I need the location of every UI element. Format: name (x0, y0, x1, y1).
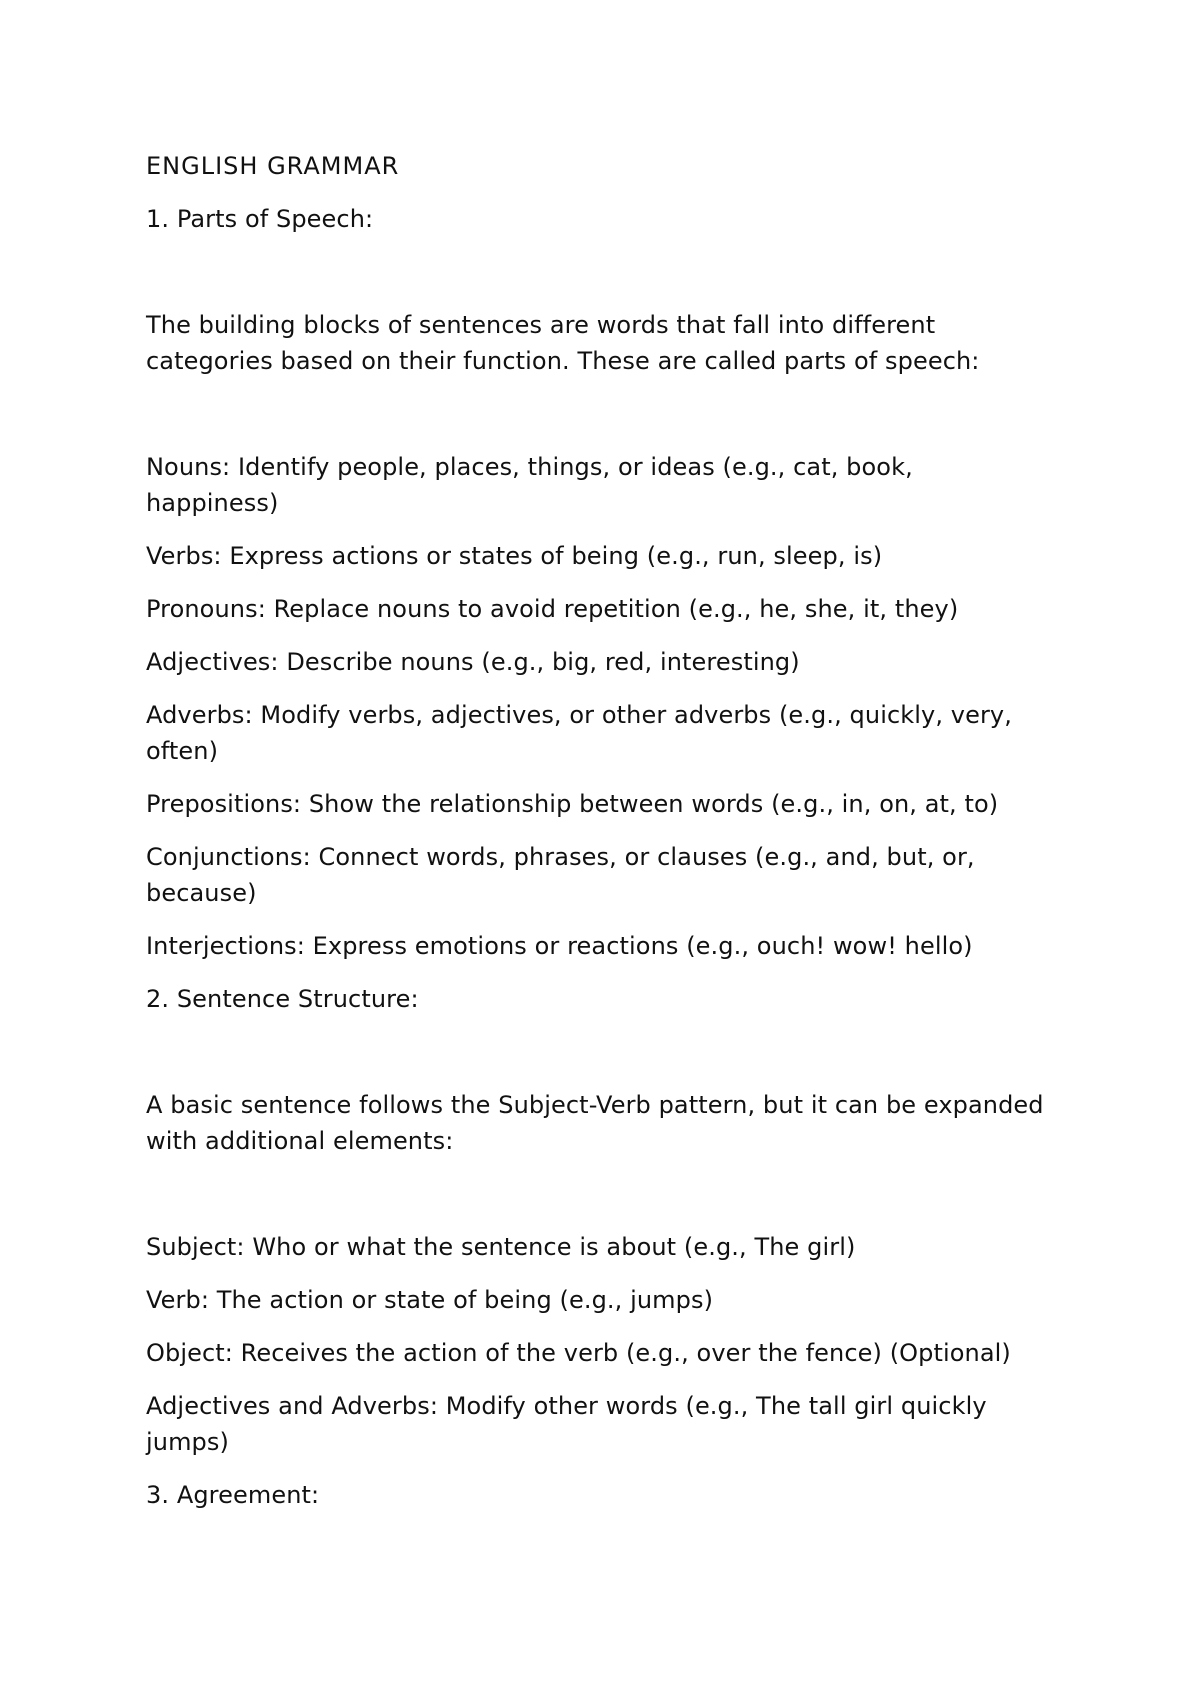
list-item-prepositions: Prepositions: Show the relationship between words (e.g., in, on, at, to) (146, 790, 999, 818)
list-item-pronouns: Pronouns: Replace nouns to avoid repetition (e.g., he, she, it, they) (146, 595, 959, 623)
section-heading-agreement: 3. Agreement: (146, 1481, 320, 1509)
section-intro-sentence-structure: A basic sentence follows the Subject-Verb pattern, but it can be expanded with additional elements: (146, 1091, 1044, 1155)
section-heading-parts-of-speech: 1. Parts of Speech: (146, 205, 374, 233)
list-item-object: Object: Receives the action of the verb (e.g., over the fence) (Optional) (146, 1339, 1011, 1367)
list-item-adjectives-and-adverbs: Adjectives and Adverbs: Modify other words (e.g., The tall girl quickly jumps) (146, 1392, 987, 1456)
list-item-adjectives: Adjectives: Describe nouns (e.g., big, red, interesting) (146, 648, 800, 676)
list-item-subject: Subject: Who or what the sentence is about (e.g., The girl) (146, 1233, 856, 1261)
document-content (146, 148, 1046, 1513)
list-item-nouns: Nouns: Identify people, places, things, or ideas (e.g., cat, book, happiness) (146, 453, 913, 517)
list-item-interjections: Interjections: Express emotions or reactions (e.g., ouch! wow! hello) (146, 932, 973, 960)
section-intro-parts-of-speech: The building blocks of sentences are words that fall into different categories based on their function. These are called parts of speech: (146, 311, 980, 375)
list-item-conjunctions: Conjunctions: Connect words, phrases, or clauses (e.g., and, but, or, because) (146, 843, 975, 907)
list-item-verb: Verb: The action or state of being (e.g., jumps) (146, 1286, 714, 1314)
list-item-verbs: Verbs: Express actions or states of being (e.g., run, sleep, is) (146, 542, 883, 570)
section-heading-sentence-structure: 2. Sentence Structure: (146, 985, 419, 1013)
document-title: ENGLISH GRAMMAR (146, 152, 400, 180)
list-item-adverbs: Adverbs: Modify verbs, adjectives, or other adverbs (e.g., quickly, very, often) (146, 701, 1012, 765)
